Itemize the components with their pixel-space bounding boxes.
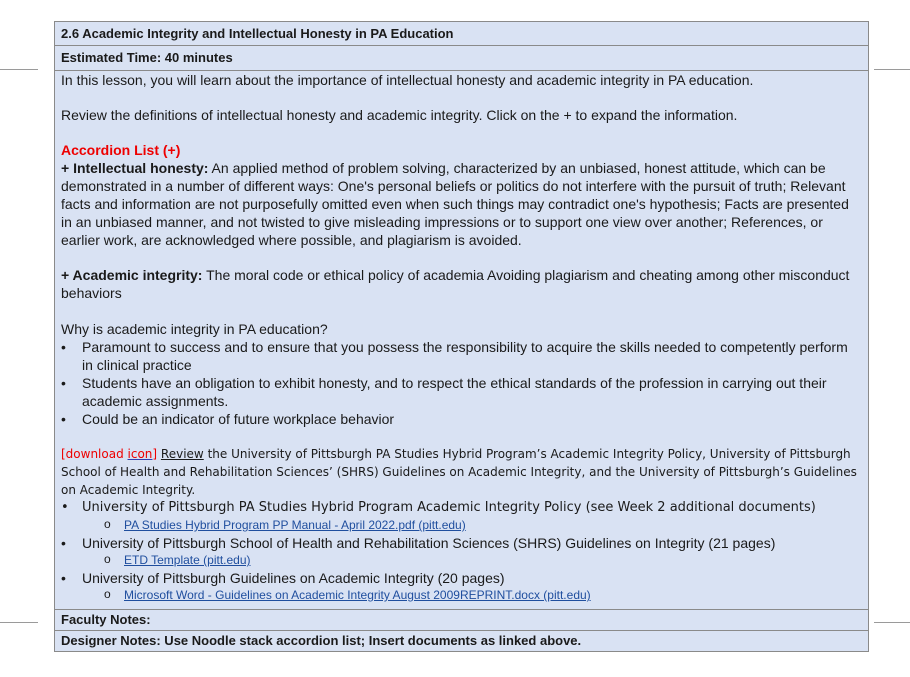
- documents-list: [61, 569, 862, 587]
- list-item: • Could be an indicator of future workplace behavior: [61, 410, 862, 428]
- document-item: • University of Pittsburgh School of Health and Rehabilitation Sciences (SHRS) Guidelines on Integrity (21 pages): [61, 534, 862, 552]
- why-question: Why is academic integrity in PA education?: [61, 321, 328, 337]
- lesson-table: [54, 21, 869, 652]
- page-margin-line-right-bottom: [874, 622, 910, 623]
- accordion-title: Accordion List (+): [61, 142, 181, 158]
- document-link-item: [61, 587, 862, 604]
- document-item: • University of Pittsburgh Guidelines on Academic Integrity (20 pages): [61, 569, 862, 587]
- lesson-title: 2.6 Academic Integrity and Intellectual Honesty in PA Education: [55, 22, 868, 46]
- document-item: • University of Pittsburgh PA Studies Hybrid Program Academic Integrity Policy (see Week 2 additional documents): [61, 499, 862, 517]
- download-icon[interactable]: icon]: [127, 447, 158, 461]
- review-link[interactable]: Review: [160, 447, 204, 461]
- estimated-time: Estimated Time: 40 minutes: [55, 46, 868, 71]
- designer-notes: Designer Notes: Use Noodle stack accordion list; Insert documents as linked above.: [61, 633, 582, 648]
- guidelines-doc-link[interactable]: Microsoft Word - Guidelines on Academic Integrity August 2009REPRINT.docx (pitt.edu): [124, 588, 591, 602]
- etd-template-link[interactable]: ETD Template (pitt.edu): [124, 553, 251, 567]
- pp-manual-link[interactable]: PA Studies Hybrid Program PP Manual - April 2022.pdf (pitt.edu): [124, 518, 466, 532]
- page-margin-line-left-bottom: [0, 622, 38, 623]
- documents-list: [61, 534, 862, 552]
- download-paragraph: [61, 445, 862, 499]
- why-bullet-list: [61, 338, 862, 428]
- accordion-item-academic-integrity[interactable]: [61, 266, 862, 302]
- document-link-item: [61, 552, 862, 569]
- list-item: • Students have an obligation to exhibit honesty, and to respect the ethical standards of the profession in carrying out their academic assignments.: [61, 374, 862, 410]
- download-prefix: [download: [61, 447, 128, 461]
- documents-list: [61, 499, 862, 517]
- accordion-item-intellectual-honesty[interactable]: [61, 159, 862, 249]
- accordion-definition: An applied method of problem solving, characterized by an unbiased, honest attitude, which can be demonstrated in a number of different ways: One's personal beliefs or politics do not interfere with the pursuit of truth; Relevant facts and information are not purposefully omitted even when such things may contradict one's hypothesis; Facts are presented in an unbiased manner, and not twisted to give misleading impressions or to support one view over another; References, or earlier work, are acknowledged where possible, and plagiarism is avoided.: [61, 160, 849, 248]
- lesson-content: [55, 71, 868, 610]
- accordion-term: + Academic integrity:: [61, 267, 203, 283]
- download-text: the University of Pittsburgh PA Studies Hybrid Program’s Academic Integrity Policy, University of Pittsburgh School of Health and Rehabilitation Sciences’ (SHRS) Guidelines on Academic Integrity, and the University of Pittsburgh’s Guidelines on Academic Integrity.: [61, 447, 857, 497]
- accordion-definition: The moral code or ethical policy of academia Avoiding plagiarism and cheating among other misconduct behaviors: [61, 267, 850, 301]
- page-margin-line-right-top: [874, 69, 910, 70]
- intro-text: In this lesson, you will learn about the importance of intellectual honesty and academic integrity in PA education.: [61, 72, 754, 88]
- review-prompt: Review the definitions of intellectual honesty and academic integrity. Click on the + to expand the information.: [61, 107, 738, 123]
- list-item: • Paramount to success and to ensure that you possess the responsibility to acquire the skills needed to competently perform in clinical practice: [61, 338, 862, 374]
- page-margin-line-left-top: [0, 69, 38, 70]
- faculty-notes: Faculty Notes:: [55, 610, 868, 631]
- accordion-term: + Intellectual honesty:: [61, 160, 209, 176]
- document-link-item: [61, 517, 862, 534]
